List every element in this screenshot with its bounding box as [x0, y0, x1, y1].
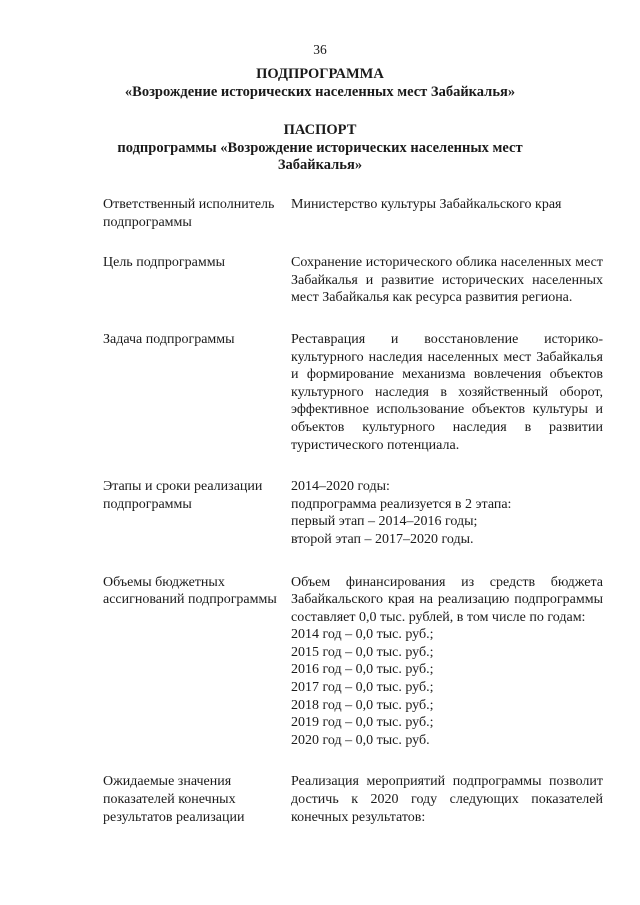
row-label: Этапы и сроки реализации подпрограммы: [103, 479, 263, 512]
row-label: Задача подпрограммы: [103, 331, 235, 347]
passport-title: ПАСПОРТ: [283, 122, 357, 138]
budget-year-line: 2018 год – 0,0 тыс. руб.;: [291, 697, 434, 713]
passport-subtitle-line-1: подпрограммы «Возрождение исторических населенных мест: [117, 140, 523, 156]
passport-row-task: [103, 331, 603, 454]
budget-year-line: 2015 год – 0,0 тыс. руб.;: [291, 644, 434, 660]
row-value: [291, 574, 603, 750]
budget-year-line: 2019 год – 0,0 тыс. руб.;: [291, 715, 434, 731]
row-label: Ожидаемые значения показателей конечных результатов реализации: [103, 774, 245, 825]
passport-row-responsible: [103, 196, 603, 231]
row-label: Цель подпрограммы: [103, 255, 225, 271]
budget-year-line: 2017 год – 0,0 тыс. руб.;: [291, 680, 434, 696]
stage-line: второй этап – 2017–2020 годы.: [291, 531, 474, 547]
budget-year-line: 2014 год – 0,0 тыс. руб.;: [291, 627, 434, 643]
page-number: 36: [313, 42, 327, 57]
passport-table: [103, 196, 603, 826]
row-value: Сохранение исторического облика населенных мест Забайкалья и развитие исторических населенных мест Забайкалья как ресурса развития региона.: [291, 255, 603, 306]
budget-year-line: 2016 год – 0,0 тыс. руб.;: [291, 662, 434, 678]
budget-intro: Объем финансирования из средств бюджета Забайкальского края на реализацию подпрограммы составляет 0,0 тыс. рублей, в том числе по годам:: [291, 574, 603, 625]
row-label: Ответственный исполнитель подпрограммы: [103, 197, 275, 230]
row-value: Министерство культуры Забайкальского края: [291, 197, 562, 212]
stage-line: 2014–2020 годы:: [291, 479, 390, 495]
stage-line: первый этап – 2014–2016 годы;: [291, 514, 478, 530]
passport-row-goal: [103, 254, 603, 307]
row-value: Реставрация и восстановление историко-культурного наследия населенных мест Забайкалья и формирование механизма вовлечения объектов культурного наследия в хозяйственный оборот, эффективное использование объектов культуры и объектов культурного наследия в развитии туристического потенциала.: [291, 331, 603, 453]
stage-line: подпрограмма реализуется в 2 этапа:: [291, 496, 512, 512]
row-value: [291, 478, 603, 548]
budget-year-line: 2020 год – 0,0 тыс. руб.: [291, 732, 430, 748]
passport-subtitle-line-2: Забайкалья»: [277, 157, 363, 173]
subprogram-name: «Возрождение исторических населенных мест Забайкалья»: [124, 84, 516, 100]
passport-row-stages: [103, 478, 603, 548]
passport-row-results: [103, 773, 603, 826]
row-label: Объемы бюджетных ассигнований подпрограммы: [103, 574, 277, 608]
row-value: Реализация мероприятий подпрограммы позволит достичь к 2020 году следующих показателей конечных результатов:: [291, 774, 603, 825]
subprogram-title: ПОДПРОГРАММА: [256, 66, 384, 82]
passport-row-budget: [103, 574, 603, 750]
